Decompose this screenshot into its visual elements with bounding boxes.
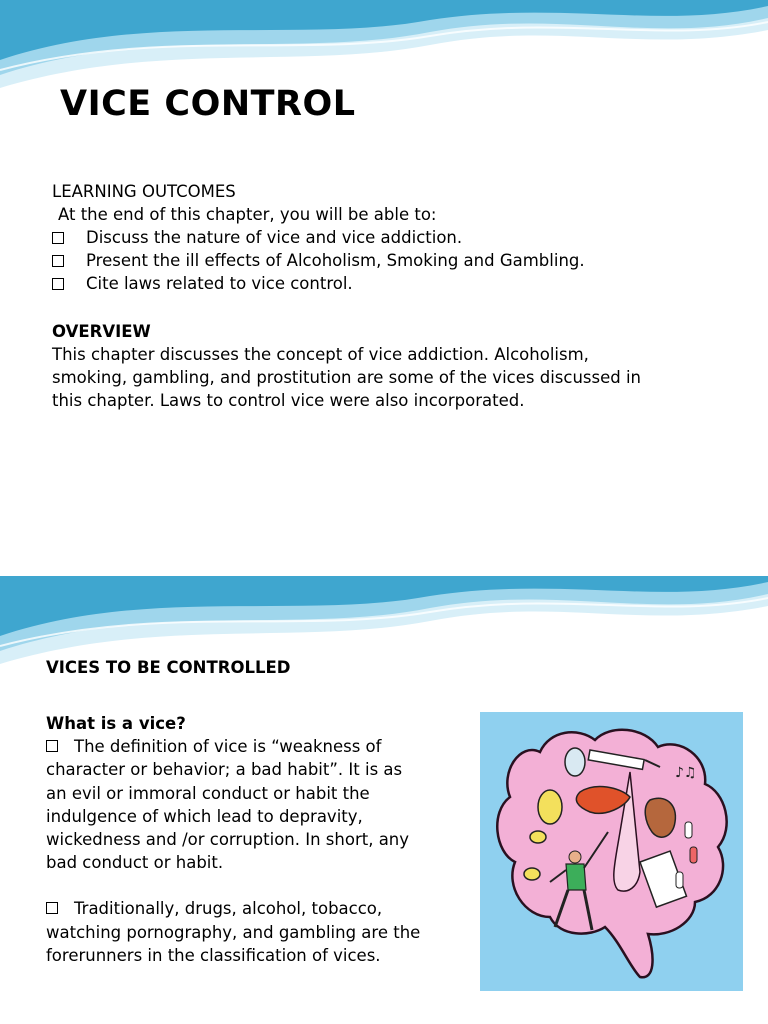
page-title: VICE CONTROL: [60, 84, 356, 124]
learning-outcomes-heading: LEARNING OUTCOMES: [52, 182, 236, 201]
paragraph-line: forerunners in the classification of vices.: [46, 945, 381, 965]
paragraph-line: [46, 735, 446, 758]
paragraph-line-text: Traditionally, drugs, alcohol, tobacco,: [74, 899, 383, 919]
section-title: VICES TO BE CONTROLLED: [46, 658, 291, 677]
checkbox-bullet-icon: [52, 255, 64, 267]
checkbox-bullet-icon: [52, 278, 64, 290]
paragraph-line: watching pornography, and gambling are the: [46, 922, 421, 942]
brain-icon: [480, 712, 743, 991]
overview-line: This chapter discusses the concept of vice addiction. Alcoholism,: [52, 345, 589, 364]
slide-vices-to-be-controlled: [0, 576, 768, 1024]
overview-section: [52, 320, 692, 412]
paragraph-line: bad conduct or habit.: [46, 853, 224, 873]
learning-outcomes-intro: At the end of this chapter, you will be able to:: [58, 205, 437, 224]
paragraph-line: character or behavior; a bad habit”. It is as: [46, 760, 403, 780]
checkbox-bullet-icon: [46, 902, 58, 914]
wave-header-decoration: [0, 576, 768, 666]
learning-outcomes-section: [52, 180, 692, 295]
list-item-text: Discuss the nature of vice and vice addiction.: [86, 228, 463, 247]
overview-line: this chapter. Laws to control vice were also incorporated.: [52, 391, 525, 410]
overview-line: smoking, gambling, and prostitution are some of the vices discussed in: [52, 368, 642, 387]
list-item-text: Cite laws related to vice control.: [86, 274, 353, 293]
question-heading: What is a vice?: [46, 714, 186, 733]
paragraph-spacer: [46, 874, 446, 897]
brain-with-vices-illustration: [480, 712, 743, 991]
paragraph-line: wickedness and /or corruption. In short, any: [46, 830, 410, 850]
paragraph-line: an evil or immoral conduct or habit the: [46, 783, 370, 803]
paragraph-line: indulgence of which lead to depravity,: [46, 806, 363, 826]
list-item: [52, 249, 692, 272]
checkbox-bullet-icon: [52, 232, 64, 244]
list-item-text: Present the ill effects of Alcoholism, Smoking and Gambling.: [86, 251, 585, 270]
slide-separator: [0, 560, 768, 576]
list-item: [52, 226, 692, 249]
checkbox-bullet-icon: [46, 740, 58, 752]
svg-text:♪♫: ♪♫: [675, 765, 697, 781]
wave-header-decoration: [0, 0, 768, 90]
vice-definition-text: [46, 712, 446, 967]
paragraph-line-text: The definition of vice is “weakness of: [74, 737, 382, 757]
overview-heading: OVERVIEW: [52, 322, 151, 341]
paragraph-line: [46, 897, 446, 920]
list-item: [52, 272, 692, 295]
